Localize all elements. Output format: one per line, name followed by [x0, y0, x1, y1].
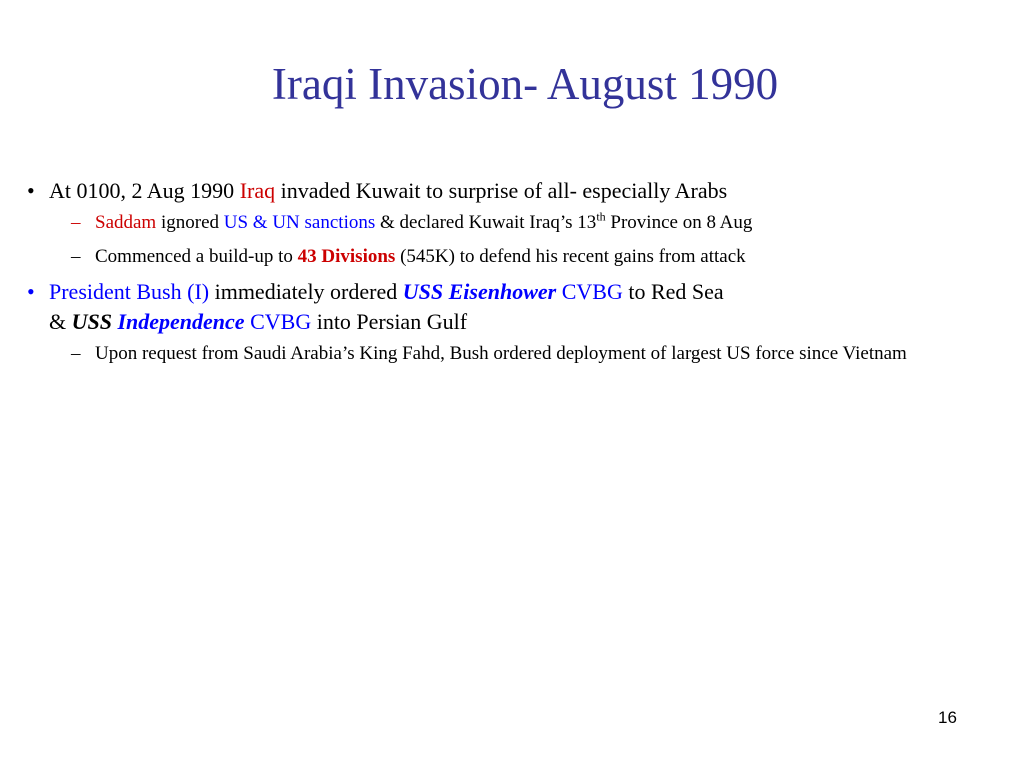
bullet-marker: •: [27, 178, 35, 203]
sub-bullet-item: [27, 209, 1007, 236]
sub-bullet-text: Upon request from Saudi Arabia’s King Fahd, Bush ordered deployment of largest US force since Vietnam: [95, 343, 907, 364]
sub-bullet-item: [27, 340, 1007, 367]
bullet-highlight-eisenhower: USS Eisenhower: [402, 279, 557, 304]
bullet-item: [27, 277, 1007, 337]
superscript-th: th: [596, 209, 606, 224]
sub-bullet-text: & declared Kuwait Iraq’s 13: [375, 212, 597, 233]
bullet-text: into Persian Gulf: [311, 309, 468, 334]
bullet-highlight-independence: Independence: [117, 309, 245, 334]
bullet-marker: •: [27, 279, 35, 304]
bullet-highlight-cvbg: CVBG: [561, 279, 623, 304]
sub-bullet-highlight-divisions: 43 Divisions: [297, 246, 396, 267]
sub-bullet-text: Commenced a build-up to: [95, 246, 298, 267]
bullet-item: [27, 176, 1007, 206]
bullet-text: invaded Kuwait to surprise of all- especially Arabs: [275, 178, 728, 203]
bullet-text: immediately ordered: [209, 279, 403, 304]
sub-bullet-highlight-sanctions: US & UN sanctions: [223, 212, 376, 233]
sub-bullet-marker: –: [71, 246, 81, 267]
bullet-highlight-iraq: Iraq: [239, 178, 276, 203]
sub-bullet-marker: –: [71, 212, 81, 233]
bullet-text: to Red Sea: [622, 279, 724, 304]
bullet-text: At 0100, 2 Aug 1990: [49, 178, 240, 203]
bullet-highlight-uss: USS: [71, 309, 112, 334]
bullet-text: &: [49, 309, 72, 334]
sub-bullet-text: ignored: [156, 212, 224, 233]
bullet-highlight-president: President Bush (I): [49, 279, 210, 304]
sub-bullet-marker: –: [71, 343, 81, 364]
sub-bullet-text: Province on 8 Aug: [605, 212, 753, 233]
sub-bullet-text: (545K) to defend his recent gains from attack: [395, 246, 746, 267]
sub-bullet-item: [27, 243, 1007, 270]
slide-body: [27, 176, 1007, 374]
slide-title: Iraqi Invasion- August 1990: [271, 59, 779, 109]
sub-bullet-highlight-saddam: Saddam: [95, 212, 157, 233]
page-number: 16: [938, 708, 957, 727]
bullet-highlight-cvbg: CVBG: [250, 309, 312, 334]
